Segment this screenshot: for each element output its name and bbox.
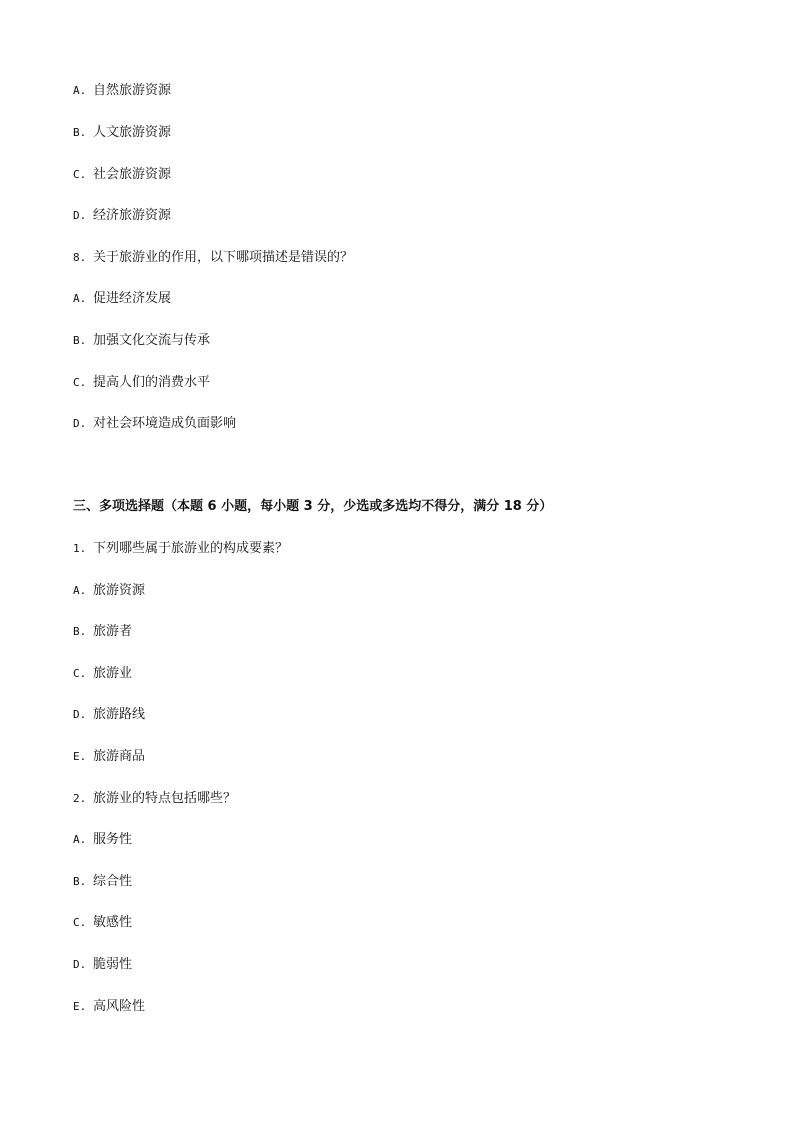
option-d: [73, 208, 171, 224]
option-text: 促进经济发展: [93, 291, 172, 306]
option-d: [73, 957, 132, 973]
option-text: 自然旅游资源: [93, 83, 172, 98]
option-a: [73, 83, 171, 99]
option-marker: B.: [73, 126, 87, 139]
option-marker: D.: [73, 209, 87, 222]
option-marker: C.: [73, 916, 87, 929]
option-text: 旅游资源: [93, 583, 146, 598]
option-marker: B.: [73, 625, 87, 638]
option-text: 敏感性: [93, 915, 133, 930]
option-text: 旅游路线: [93, 707, 146, 722]
option-a: [73, 832, 132, 848]
option-marker: A.: [73, 833, 87, 846]
question-2: [73, 791, 236, 807]
option-marker: A.: [73, 84, 87, 97]
option-text: 提高人们的消费水平: [93, 375, 211, 390]
option-marker: C.: [73, 376, 87, 389]
question-number: 8.: [73, 251, 87, 264]
option-a: [73, 583, 145, 599]
option-b: [73, 125, 171, 141]
option-text: 旅游商品: [93, 749, 146, 764]
option-text: 社会旅游资源: [93, 167, 172, 182]
option-text: 加强文化交流与传承: [93, 333, 211, 348]
option-text: 经济旅游资源: [93, 208, 172, 223]
option-d: [73, 416, 236, 432]
question-number: 2.: [73, 792, 87, 805]
option-text: 综合性: [93, 874, 133, 889]
option-text: 脆弱性: [93, 957, 133, 972]
question-8: [73, 250, 353, 266]
option-marker: A.: [73, 292, 87, 305]
option-e: [73, 749, 145, 765]
option-text: 对社会环境造成负面影响: [93, 416, 237, 431]
option-a: [73, 291, 171, 307]
option-c: [73, 167, 171, 183]
question-text: 关于旅游业的作用，以下哪项描述是错误的？: [93, 250, 354, 265]
question-text: 旅游业的特点包括哪些？: [93, 791, 237, 806]
question-1: [73, 541, 288, 557]
option-text: 旅游者: [93, 624, 133, 639]
option-marker: A.: [73, 584, 87, 597]
option-text: 人文旅游资源: [93, 125, 172, 140]
option-e: [73, 999, 145, 1015]
option-b: [73, 333, 210, 349]
option-marker: D.: [73, 417, 87, 430]
option-c: [73, 666, 132, 682]
option-marker: D.: [73, 708, 87, 721]
question-number: 1.: [73, 542, 87, 555]
option-marker: C.: [73, 667, 87, 680]
option-text: 服务性: [93, 832, 133, 847]
option-marker: E.: [73, 750, 87, 763]
option-c: [73, 375, 210, 391]
option-marker: D.: [73, 958, 87, 971]
option-marker: E.: [73, 1000, 87, 1013]
option-d: [73, 707, 145, 723]
option-c: [73, 915, 132, 931]
option-text: 高风险性: [93, 999, 146, 1014]
option-b: [73, 874, 132, 890]
section-heading: 三、多项选择题（本题 6 小题，每小题 3 分，少选或多选均不得分，满分 18 分）: [73, 499, 553, 514]
option-marker: C.: [73, 168, 87, 181]
option-marker: B.: [73, 334, 87, 347]
option-marker: B.: [73, 875, 87, 888]
option-b: [73, 624, 132, 640]
question-text: 下列哪些属于旅游业的构成要素？: [93, 541, 289, 556]
option-text: 旅游业: [93, 666, 133, 681]
